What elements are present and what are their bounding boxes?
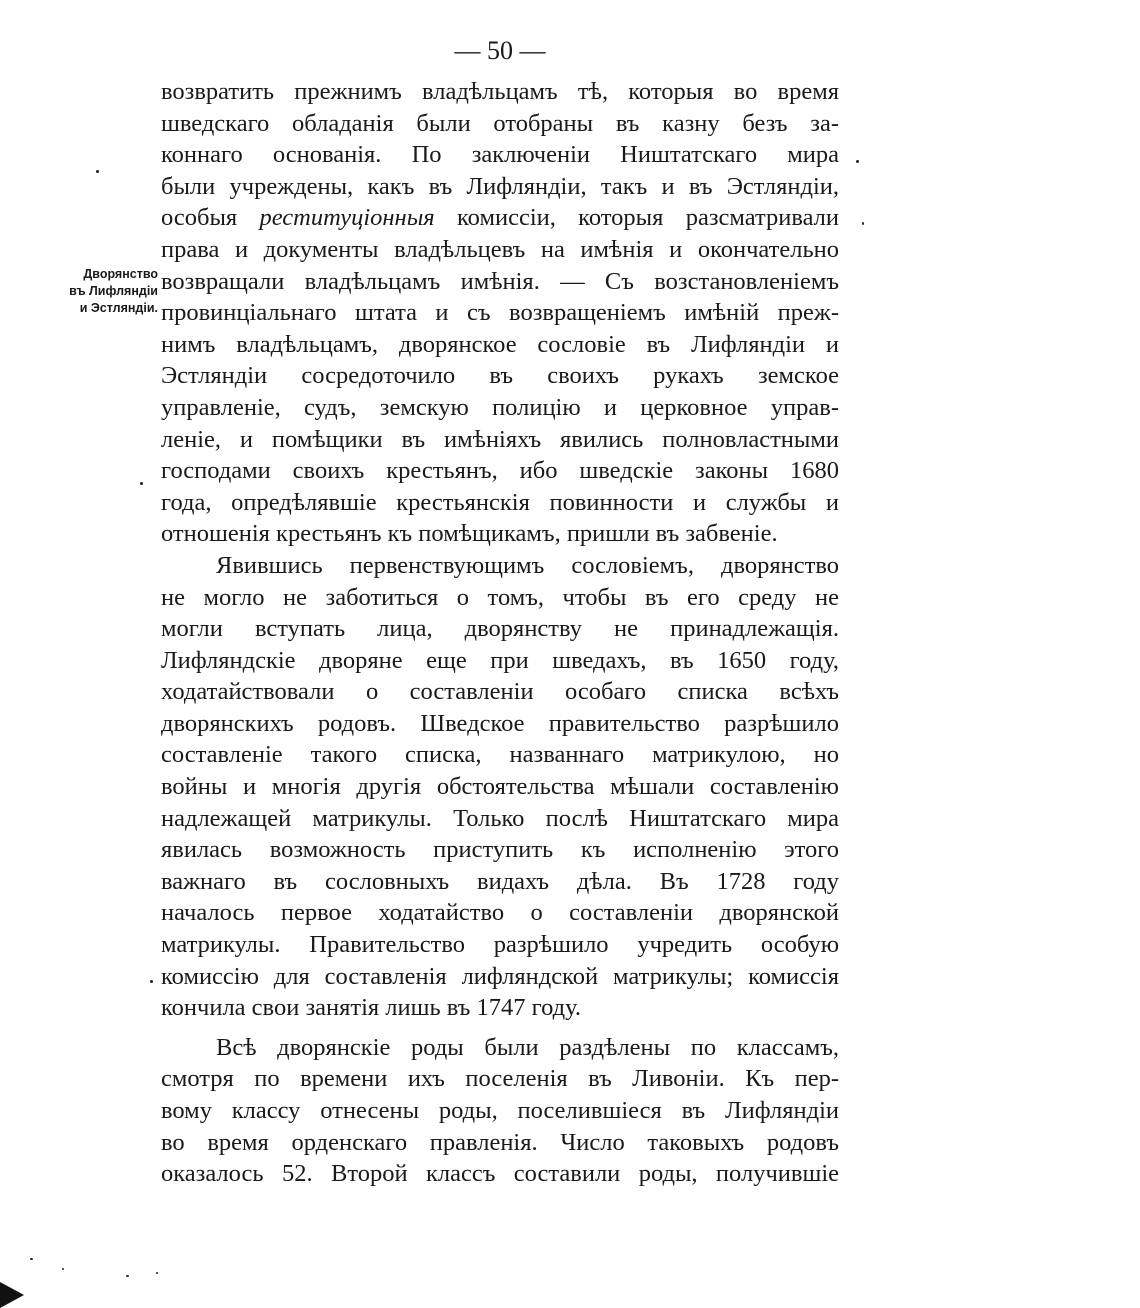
margin-note xyxy=(52,266,158,317)
text-segment: особыя xyxy=(161,204,260,232)
text-line: кончила свои занятія лишь въ 1747 году. xyxy=(161,994,582,1022)
text-line: комиссію для составленія лифляндской матрикулы; комиссія xyxy=(161,962,839,990)
text-line: леніе, и помѣщики въ имѣніяхъ явились полновластными xyxy=(161,425,839,453)
scan-speck xyxy=(30,1258,33,1260)
text-line: Эстляндіи сосредоточило въ своихъ рукахъ земское xyxy=(161,362,839,390)
text-line: отношенія крестьянъ къ помѣщикамъ, пришли въ забвеніе. xyxy=(161,520,778,548)
text-line: нимъ владѣльцамъ, дворянское сословіе въ Лифляндіи и xyxy=(161,330,839,358)
scan-speck xyxy=(150,980,153,983)
text-line: возвратить прежнимъ владѣльцамъ тѣ, которыя во время xyxy=(161,78,839,105)
italic-term: реституціонныя xyxy=(259,204,435,232)
text-line: коннаго основанія. По заключеніи Ништатскаго мира xyxy=(161,141,839,169)
text-line: вому классу отнесены роды, поселившіеся въ Лифляндіи xyxy=(161,1097,839,1124)
text-line: оказалось 52. Второй классъ составили роды, получившіе xyxy=(161,1160,839,1188)
scan-speck xyxy=(126,1275,129,1277)
text-line: возвращали владѣльцамъ имѣнія. — Съ возстановленіемъ xyxy=(161,267,839,295)
text-segment: комиссіи, которыя разсматривали xyxy=(434,204,839,232)
paragraph-1 xyxy=(161,76,839,550)
text-line: провинціальнаго штата и съ возвращеніемъ имѣній преж- xyxy=(161,299,839,327)
margin-note-line: и Эстляндіи. xyxy=(79,301,158,315)
text-line: Всѣ дворянскіе роды были раздѣлены по классамъ, xyxy=(216,1033,839,1061)
text-line: были учреждены, какъ въ Лифляндіи, такъ и въ Эстляндіи, xyxy=(161,172,839,200)
text-line: началось первое ходатайство о составленіи дворянской xyxy=(161,899,839,927)
scan-speck xyxy=(862,222,864,225)
text-line: дворянскихъ родовъ. Шведское правительство разрѣшило xyxy=(161,709,839,737)
text-line: составленіе такого списка, названнаго матрикулою, но xyxy=(161,741,839,769)
text-line: господами своихъ крестьянъ, ибо шведскіе законы 1680 xyxy=(161,457,839,485)
text-line: могли вступать лица, дворянству не принадлежащія. xyxy=(161,615,839,643)
margin-note-line: Дворянство xyxy=(83,267,158,281)
scan-speck xyxy=(856,160,859,163)
text-line xyxy=(161,202,839,234)
scan-speck xyxy=(62,1268,64,1270)
text-line: ходатайствовали о составленіи особаго списка всѣхъ xyxy=(161,678,839,706)
paragraph-gap xyxy=(161,1024,839,1032)
text-line: войны и многія другія обстоятельства мѣшали составленію xyxy=(161,773,839,801)
text-line: смотря по времени ихъ поселенія въ Ливоніи. Къ пер- xyxy=(161,1065,839,1093)
text-line: надлежащей матрикулы. Только послѣ Ништатскаго мира xyxy=(161,804,839,832)
paragraph-3 xyxy=(161,1032,839,1190)
text-line: шведскаго обладанія были отобраны въ казну безъ за- xyxy=(161,109,839,137)
text-line: года, опредѣлявшіе крестьянскія повинности и службы и xyxy=(161,488,839,516)
text-line: важнаго въ сословныхъ видахъ дѣла. Въ 1728 году xyxy=(161,867,839,895)
text-line: явилась возможность приступить къ исполненію этого xyxy=(161,836,839,864)
text-line: управленіе, судъ, земскую полицію и церковное управ- xyxy=(161,393,839,421)
text-line: права и документы владѣльцевъ на имѣнія и окончательно xyxy=(161,235,839,263)
scan-corner-mark xyxy=(0,1282,24,1308)
text-line: Лифляндскіе дворяне еще при шведахъ, въ 1650 году, xyxy=(161,646,839,674)
text-line: во время орденскаго правленія. Число таковыхъ родовъ xyxy=(161,1128,839,1156)
text-line: Явившись первенствующимъ сословіемъ, дворянство xyxy=(216,551,839,579)
margin-note-line: въ Лифляндіи xyxy=(69,284,158,298)
text-line: матрикулы. Правительство разрѣшило учредить особую xyxy=(161,931,839,959)
text-line: не могло не заботиться о томъ, чтобы въ его среду не xyxy=(161,583,839,611)
scan-speck xyxy=(96,170,99,173)
scan-speck xyxy=(156,1272,158,1274)
scan-speck xyxy=(140,482,143,485)
page-number: — 50 — xyxy=(454,36,546,65)
body-text xyxy=(161,76,839,1190)
paragraph-2 xyxy=(161,550,839,1024)
